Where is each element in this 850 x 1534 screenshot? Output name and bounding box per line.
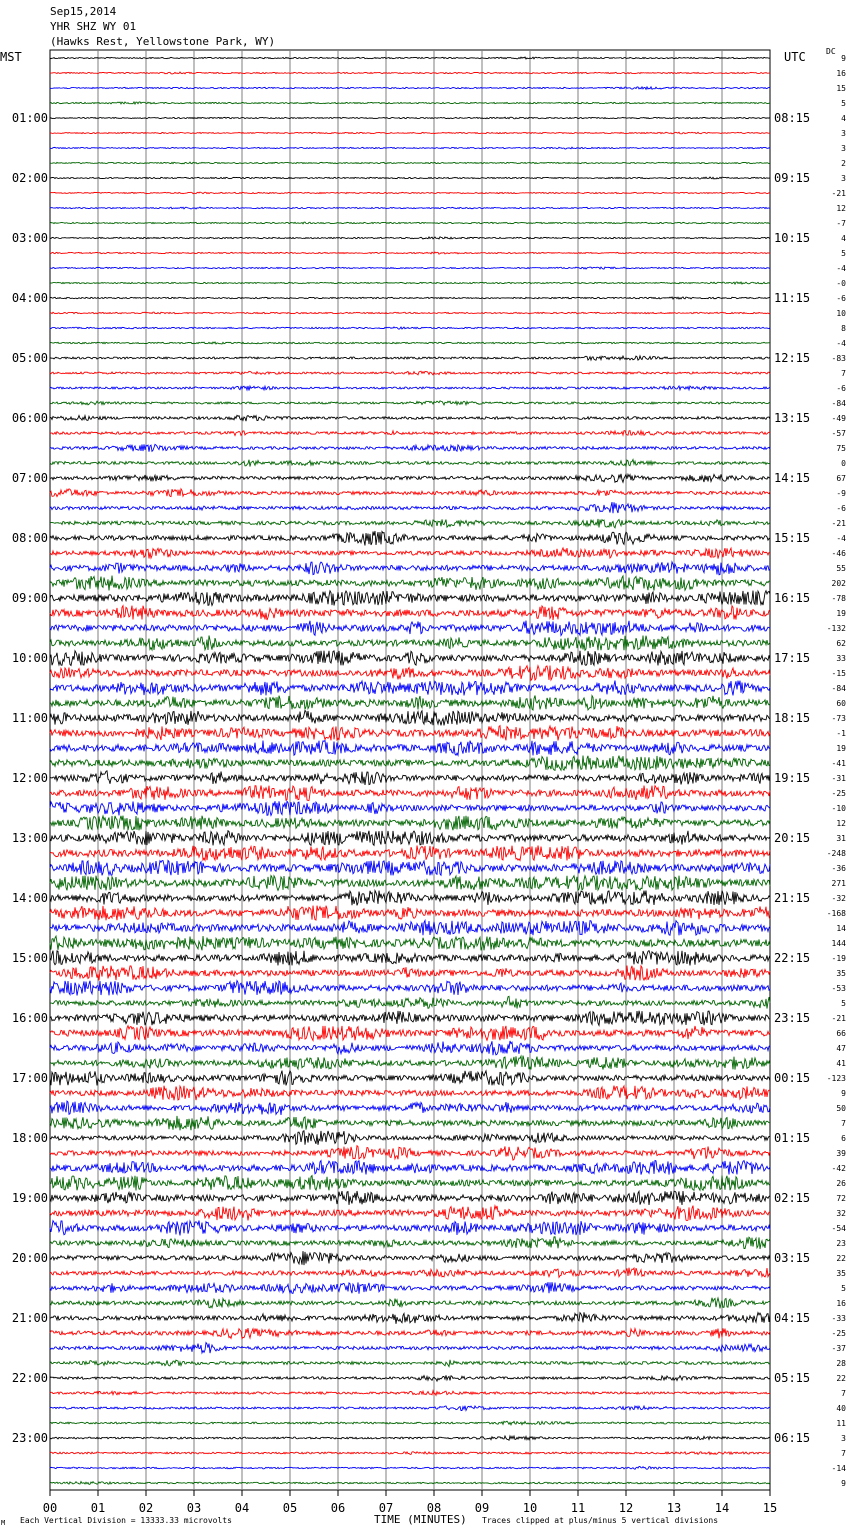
- dc-offset-label: 4: [841, 114, 846, 123]
- seismic-trace: [50, 1298, 770, 1309]
- seismic-trace: [50, 356, 770, 360]
- seismic-trace: [50, 297, 770, 299]
- seismic-trace: [50, 801, 770, 815]
- seismic-trace: [50, 1360, 770, 1367]
- seismic-trace: [50, 1131, 770, 1145]
- seismic-trace: [50, 1467, 770, 1470]
- seismic-trace: [50, 502, 770, 513]
- dc-offset-label: -21: [831, 519, 846, 528]
- dc-offset-label: 31: [836, 834, 846, 843]
- dc-offset-label: 11: [836, 1419, 846, 1428]
- dc-offset-label: 22: [836, 1254, 846, 1263]
- mst-hour-label: 14:00: [11, 891, 48, 905]
- seismic-trace: [50, 562, 770, 575]
- utc-hour-label: 03:15: [774, 1251, 811, 1265]
- x-tick-label: 10: [522, 1501, 538, 1515]
- x-tick-label: 11: [570, 1501, 586, 1515]
- dc-offset-label: -6: [836, 504, 846, 513]
- dc-offset-label: -168: [826, 909, 846, 918]
- x-tick-label: 03: [186, 1501, 202, 1515]
- utc-hour-label: 16:15: [774, 591, 811, 605]
- clip-note: Traces clipped at plus/minus 5 vertical divisions: [482, 1516, 719, 1525]
- seismic-trace: [50, 1056, 770, 1070]
- dc-offset-label: 50: [836, 1104, 846, 1113]
- dc-offset-label: -132: [826, 624, 846, 633]
- seismic-trace: [50, 1221, 770, 1236]
- seismic-trace: [50, 981, 770, 996]
- utc-hour-label: 23:15: [774, 1011, 811, 1025]
- seismic-trace: [50, 696, 770, 711]
- mst-hour-label: 09:00: [11, 591, 48, 605]
- utc-hour-label: 15:15: [774, 531, 811, 545]
- dc-offset-label: 202: [831, 579, 846, 588]
- left-axis-label: MST: [0, 50, 22, 64]
- dc-offset-label: 7: [841, 1389, 846, 1398]
- dc-offset-label: -54: [831, 1224, 846, 1233]
- mst-hour-label: 13:00: [11, 831, 48, 845]
- dc-offset-label: -41: [831, 759, 846, 768]
- seismic-trace: [50, 1406, 770, 1411]
- seismic-trace: [50, 132, 770, 134]
- dc-offset-label: -15: [831, 669, 846, 678]
- seismic-trace: [50, 192, 770, 194]
- mst-hour-label: 02:00: [11, 171, 48, 185]
- dc-offset-label: -10: [831, 804, 846, 813]
- utc-hour-label: 06:15: [774, 1431, 811, 1445]
- seismic-trace: [50, 606, 770, 621]
- mst-hour-label: 07:00: [11, 471, 48, 485]
- seismic-trace: [50, 1237, 770, 1249]
- seismic-trace: [50, 741, 770, 756]
- seismic-trace: [50, 681, 770, 696]
- utc-hour-label: 13:15: [774, 411, 811, 425]
- dc-offset-label: 16: [836, 1299, 846, 1308]
- seismic-trace: [50, 147, 770, 149]
- dc-offset-label: -84: [831, 684, 846, 693]
- dc-offset-label: 75: [836, 444, 846, 453]
- seismic-trace: [50, 1116, 770, 1130]
- dc-offset-label: -1: [836, 729, 846, 738]
- mst-hour-label: 03:00: [11, 231, 48, 245]
- dc-offset-label: -32: [831, 894, 846, 903]
- seismic-trace: [50, 444, 770, 451]
- dc-offset-label: 5: [841, 1284, 846, 1293]
- x-tick-label: 04: [234, 1501, 250, 1515]
- mst-hour-label: 19:00: [11, 1191, 48, 1205]
- dc-offset-label: 23: [836, 1239, 846, 1248]
- seismic-trace: [50, 1206, 770, 1221]
- dc-offset-label: -46: [831, 549, 846, 558]
- seismic-trace: [50, 591, 770, 606]
- utc-hour-label: 14:15: [774, 471, 811, 485]
- scale-note: Each Vertical Division = 13333.33 microvolts: [20, 1516, 232, 1525]
- seismic-trace: [50, 1026, 770, 1041]
- seismic-trace: [50, 861, 770, 876]
- dc-offset-label: 3: [841, 1434, 846, 1443]
- seismic-trace: [50, 282, 770, 284]
- dc-offset-label: 22: [836, 1374, 846, 1383]
- dc-offset-label: -6: [836, 384, 846, 393]
- mst-hour-label: 16:00: [11, 1011, 48, 1025]
- mst-hour-label: 12:00: [11, 771, 48, 785]
- seismic-trace: [50, 57, 770, 59]
- dc-offset-label: -25: [831, 1329, 846, 1338]
- dc-offset-label: 9: [841, 1479, 846, 1488]
- dc-offset-label: 12: [836, 204, 846, 213]
- utc-hour-label: 09:15: [774, 171, 811, 185]
- seismic-trace: [50, 548, 770, 559]
- dc-offset-label: 28: [836, 1359, 846, 1368]
- x-tick-label: 15: [762, 1501, 778, 1515]
- seismic-trace: [50, 531, 770, 546]
- dc-offset-label: -7: [836, 219, 846, 228]
- x-tick-label: 12: [618, 1501, 634, 1515]
- seismic-trace: [50, 936, 770, 950]
- dc-offset-label: 6: [841, 1134, 846, 1143]
- seismic-trace: [50, 1282, 770, 1294]
- dc-offset-label: 5: [841, 99, 846, 108]
- utc-hour-label: 05:15: [774, 1371, 811, 1385]
- seismic-trace: [50, 342, 770, 344]
- seismic-trace: [50, 966, 770, 981]
- dc-offset-label: -57: [831, 429, 846, 438]
- utc-hour-label: 11:15: [774, 291, 811, 305]
- seismic-trace: [50, 371, 770, 375]
- mst-hour-label: 23:00: [11, 1431, 48, 1445]
- seismic-trace: [50, 267, 770, 269]
- seismic-trace: [50, 415, 770, 421]
- x-tick-label: 09: [474, 1501, 490, 1515]
- seismic-trace: [50, 87, 770, 90]
- dc-offset-label: -4: [836, 339, 846, 348]
- seismic-trace: [50, 237, 770, 239]
- utc-hour-label: 04:15: [774, 1311, 811, 1325]
- seismic-trace: [50, 162, 770, 164]
- chart-date: Sep15,2014: [50, 5, 117, 18]
- right-axis-label: UTC: [784, 50, 806, 64]
- seismic-trace: [50, 1251, 770, 1265]
- dc-offset-label: 39: [836, 1149, 846, 1158]
- mst-hour-label: 10:00: [11, 651, 48, 665]
- seismic-trace: [50, 327, 770, 329]
- dc-offset-label: 8: [841, 324, 846, 333]
- mst-hour-label: 04:00: [11, 291, 48, 305]
- seismic-trace: [50, 756, 770, 771]
- seismic-trace: [50, 1191, 770, 1205]
- seismic-trace: [50, 1268, 770, 1278]
- seismic-trace: [50, 177, 770, 179]
- x-tick-label: 13: [666, 1501, 682, 1515]
- dc-offset-label: -37: [831, 1344, 846, 1353]
- mst-hour-label: 08:00: [11, 531, 48, 545]
- utc-hour-label: 21:15: [774, 891, 811, 905]
- seismic-trace: [50, 1101, 770, 1115]
- seismic-trace: [50, 576, 770, 591]
- seismic-trace: [50, 1391, 770, 1396]
- mst-hour-label: 11:00: [11, 711, 48, 725]
- dc-offset-label: 271: [831, 879, 846, 888]
- dc-offset-label: 35: [836, 969, 846, 978]
- utc-hour-label: 10:15: [774, 231, 811, 245]
- dc-offset-label: -42: [831, 1164, 846, 1173]
- dc-offset-label: 47: [836, 1044, 846, 1053]
- dc-offset-label: -4: [836, 534, 846, 543]
- seismic-trace: [50, 102, 770, 104]
- seismic-trace: [50, 996, 770, 1008]
- utc-hour-label: 00:15: [774, 1071, 811, 1085]
- utc-hour-label: 08:15: [774, 111, 811, 125]
- seismic-trace: [50, 460, 770, 467]
- mst-hour-label: 05:00: [11, 351, 48, 365]
- dc-offset-label: -9: [836, 489, 846, 498]
- seismic-trace: [50, 1328, 770, 1339]
- seismic-trace: [50, 951, 770, 966]
- dc-offset-label: -25: [831, 789, 846, 798]
- dc-offset-label: -14: [831, 1464, 846, 1473]
- dc-offset-label: 7: [841, 1119, 846, 1128]
- dc-offset-label: -4: [836, 264, 846, 273]
- seismic-trace: [50, 1071, 770, 1086]
- utc-hour-label: 17:15: [774, 651, 811, 665]
- dc-offset-label: -21: [831, 1014, 846, 1023]
- dc-offset-label: 12: [836, 819, 846, 828]
- utc-hour-label: 18:15: [774, 711, 811, 725]
- dc-offset-label: -6: [836, 294, 846, 303]
- seismic-trace: [50, 1312, 770, 1324]
- dc-offset-label: 10: [836, 309, 846, 318]
- seismic-trace: [50, 846, 770, 861]
- mst-hour-label: 21:00: [11, 1311, 48, 1325]
- x-tick-label: 08: [426, 1501, 442, 1515]
- seismic-trace: [50, 816, 770, 831]
- dc-offset-label: 0: [841, 459, 846, 468]
- utc-hour-label: 20:15: [774, 831, 811, 845]
- dc-offset-label: 33: [836, 654, 846, 663]
- seismic-trace: [50, 891, 770, 906]
- seismic-trace: [50, 474, 770, 483]
- seismic-trace: [50, 72, 770, 74]
- seismic-trace: [50, 1436, 770, 1440]
- seismic-trace: [50, 921, 770, 936]
- seismic-trace: [50, 1343, 770, 1354]
- dc-label: DC: [826, 47, 836, 56]
- utc-hour-label: 22:15: [774, 951, 811, 965]
- dc-offset-label: -0: [836, 279, 846, 288]
- dc-offset-label: 7: [841, 369, 846, 378]
- seismic-trace: [50, 489, 770, 497]
- dc-offset-label: 16: [836, 69, 846, 78]
- dc-offset-label: -49: [831, 414, 846, 423]
- utc-hour-label: 19:15: [774, 771, 811, 785]
- seismic-trace: [50, 431, 770, 436]
- x-tick-label: 06: [330, 1501, 346, 1515]
- mst-hour-label: 17:00: [11, 1071, 48, 1085]
- dc-offset-label: 62: [836, 639, 846, 648]
- seismic-trace: [50, 252, 770, 254]
- x-tick-label: 14: [714, 1501, 730, 1515]
- dc-offset-label: -33: [831, 1314, 846, 1323]
- dc-offset-label: 3: [841, 174, 846, 183]
- seismic-trace: [50, 621, 770, 636]
- seismic-trace: [50, 207, 770, 209]
- seismic-trace: [50, 651, 770, 666]
- x-axis-title: TIME (MINUTES): [374, 1513, 467, 1526]
- seismic-trace: [50, 1452, 770, 1455]
- dc-offset-label: -53: [831, 984, 846, 993]
- seismic-trace: [50, 726, 770, 741]
- dc-offset-label: -73: [831, 714, 846, 723]
- chart-location: (Hawks Rest, Yellowstone Park, WY): [50, 35, 276, 48]
- seismic-trace: [50, 519, 770, 528]
- seismic-trace: [50, 876, 770, 891]
- x-tick-label: 05: [282, 1501, 298, 1515]
- seismic-trace: [50, 1161, 770, 1175]
- seismic-trace: [50, 906, 770, 921]
- seismic-trace: [50, 386, 770, 391]
- dc-offset-label: 7: [841, 1449, 846, 1458]
- seismic-trace: [50, 711, 770, 726]
- seismic-trace: [50, 1421, 770, 1425]
- dc-offset-label: -248: [826, 849, 846, 858]
- dc-offset-label: 55: [836, 564, 846, 573]
- dc-offset-label: 3: [841, 144, 846, 153]
- x-tick-label: 02: [138, 1501, 154, 1515]
- dc-offset-label: -123: [826, 1074, 846, 1083]
- seismic-trace: [50, 831, 770, 846]
- mst-hour-label: 18:00: [11, 1131, 48, 1145]
- seismic-trace: [50, 312, 770, 314]
- seismic-trace: [50, 222, 770, 224]
- chart-station: YHR SHZ WY 01: [50, 20, 137, 33]
- seismic-trace: [50, 1086, 770, 1101]
- seismic-trace: [50, 666, 770, 681]
- logo-mark: M: [1, 1519, 6, 1527]
- seismic-trace: [50, 1146, 770, 1160]
- dc-offset-label: 72: [836, 1194, 846, 1203]
- dc-offset-label: 32: [836, 1209, 846, 1218]
- dc-offset-label: -19: [831, 954, 846, 963]
- seismic-trace: [50, 786, 770, 801]
- dc-offset-label: 67: [836, 474, 846, 483]
- dc-offset-label: 144: [831, 939, 846, 948]
- dc-offset-label: 41: [836, 1059, 846, 1068]
- seismic-trace: [50, 117, 770, 119]
- dc-offset-label: -83: [831, 354, 846, 363]
- seismic-trace: [50, 1041, 770, 1055]
- x-tick-label: 07: [378, 1501, 394, 1515]
- utc-hour-label: 12:15: [774, 351, 811, 365]
- dc-offset-label: 19: [836, 609, 846, 618]
- dc-offset-label: 15: [836, 84, 846, 93]
- dc-offset-label: 4: [841, 234, 846, 243]
- dc-offset-label: 35: [836, 1269, 846, 1278]
- utc-hour-label: 01:15: [774, 1131, 811, 1145]
- x-tick-label: 01: [90, 1501, 106, 1515]
- seismic-trace: [50, 636, 770, 651]
- seismic-trace: [50, 1482, 770, 1485]
- dc-offset-label: -21: [831, 189, 846, 198]
- dc-offset-label: -78: [831, 594, 846, 603]
- mst-hour-label: 20:00: [11, 1251, 48, 1265]
- dc-offset-label: 5: [841, 249, 846, 258]
- seismic-trace: [50, 1011, 770, 1026]
- dc-offset-label: 9: [841, 1089, 846, 1098]
- mst-hour-label: 01:00: [11, 111, 48, 125]
- seismic-trace: [50, 401, 770, 405]
- dc-offset-label: 26: [836, 1179, 846, 1188]
- dc-offset-label: -84: [831, 399, 846, 408]
- dc-offset-label: 9: [841, 54, 846, 63]
- seismic-trace: [50, 1176, 770, 1191]
- mst-hour-label: 22:00: [11, 1371, 48, 1385]
- dc-offset-label: 40: [836, 1404, 846, 1413]
- dc-offset-label: 5: [841, 999, 846, 1008]
- x-tick-label: 00: [42, 1501, 58, 1515]
- seismic-trace: [50, 771, 770, 785]
- dc-offset-label: 14: [836, 924, 846, 933]
- dc-offset-label: -31: [831, 774, 846, 783]
- mst-hour-label: 15:00: [11, 951, 48, 965]
- dc-offset-label: 66: [836, 1029, 846, 1038]
- dc-offset-label: 60: [836, 699, 846, 708]
- dc-offset-label: 19: [836, 744, 846, 753]
- utc-hour-label: 02:15: [774, 1191, 811, 1205]
- seismic-trace: [50, 1375, 770, 1381]
- dc-offset-label: 2: [841, 159, 846, 168]
- mst-hour-label: 06:00: [11, 411, 48, 425]
- dc-offset-label: 3: [841, 129, 846, 138]
- dc-offset-label: -36: [831, 864, 846, 873]
